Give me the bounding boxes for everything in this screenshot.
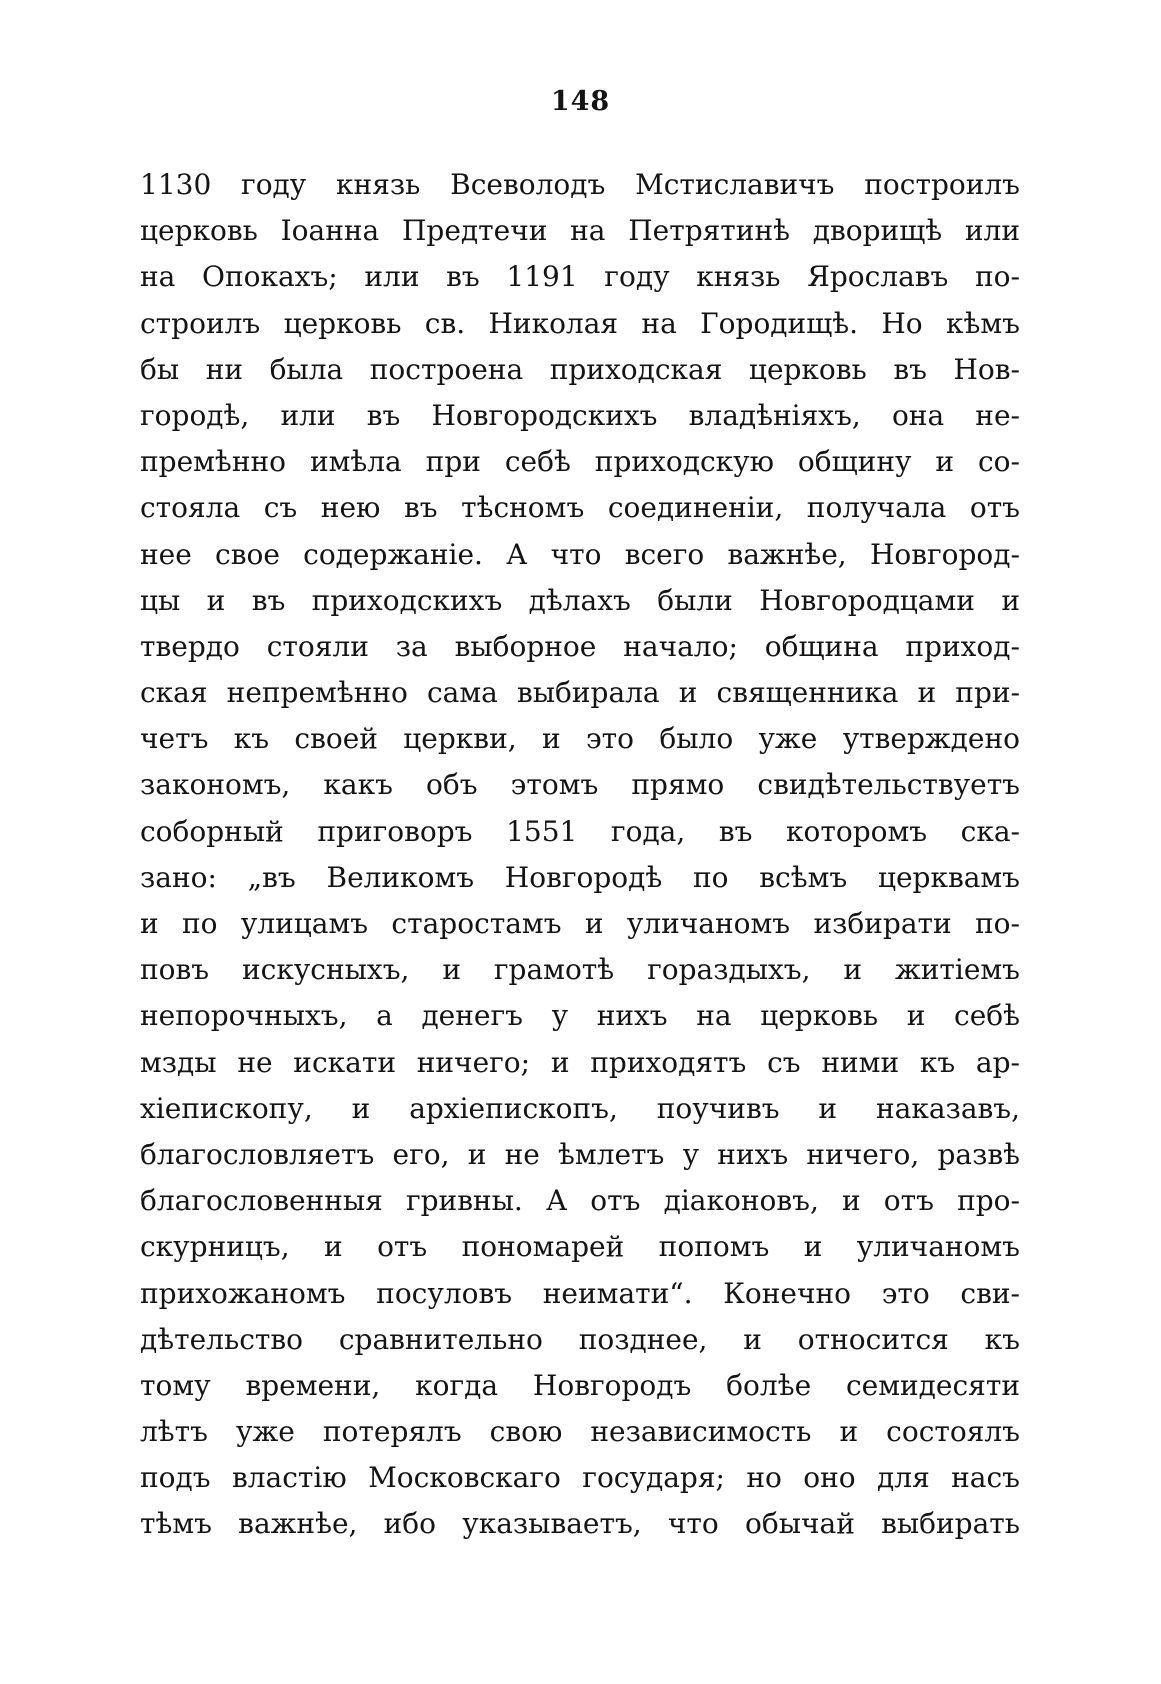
text-line: четъ къ своей церкви, и это было уже утверждено — [140, 722, 1020, 756]
text-line: стояла съ нею въ тѣсномъ соединеніи, получала отъ — [140, 491, 1020, 525]
text-line: городѣ, или въ Новгородскихъ владѣніяхъ, она не- — [140, 398, 1020, 432]
text-line: благословенныя гривны. А отъ діаконовъ, и отъ про- — [140, 1184, 1020, 1218]
text-line: повъ искусныхъ, и грамотѣ гораздыхъ, и житіемъ — [140, 953, 1020, 987]
text-line: церковь Іоанна Предтечи на Петрятинѣ дворищѣ или — [140, 214, 1020, 248]
page-number: 148 — [550, 86, 611, 117]
text-line: мзды не искати ничего; и приходятъ съ ними къ ар- — [140, 1045, 1020, 1079]
text-line: премѣнно имѣла при себѣ приходскую общину и со- — [140, 445, 1020, 479]
text-line: и по улицамъ старостамъ и уличаномъ избирати по- — [140, 907, 1020, 940]
text-line: зано: „въ Великомъ Новгородѣ по всѣмъ церквамъ — [140, 860, 1020, 894]
text-line: твердо стояли за выборное начало; община приход- — [140, 629, 1020, 663]
text-line: благословляетъ его, и не ѣмлетъ у нихъ ничего, развѣ — [140, 1137, 1020, 1171]
text-line: скурницъ, и отъ пономарей попомъ и уличаномъ — [140, 1230, 1020, 1264]
text-line: ская непремѣнно сама выбирала и священника и при- — [140, 676, 1020, 710]
text-line: дѣтельство сравнительно позднее, и относится къ — [140, 1322, 1020, 1356]
text-line: цы и въ приходскихъ дѣлахъ были Новгородцами и — [140, 583, 1020, 617]
text-line: бы ни была построена приходская церковь въ Нов- — [140, 352, 1020, 386]
text-line: строилъ церковь св. Николая на Городищѣ. Но кѣмъ — [140, 306, 1020, 340]
text-line: закономъ, какъ объ этомъ прямо свидѣтельствуетъ — [140, 768, 1020, 802]
text-line: 1130 году князь Всеволодъ Мстиславичъ построилъ — [140, 168, 1020, 201]
text-line: на Опокахъ; или въ 1191 году князь Ярославъ по- — [140, 260, 1020, 294]
text-line: соборный приговоръ 1551 года, въ которомъ ска- — [140, 814, 1020, 848]
text-line: хіепископу, и архіепископъ, поучивъ и наказавъ, — [140, 1091, 1020, 1125]
text-line: тѣмъ важнѣе, ибо указываетъ, что обычай выбирать — [140, 1507, 1020, 1541]
text-line: прихожаномъ посуловъ неимати“. Конечно это сви- — [140, 1276, 1020, 1310]
text-line: нее свое содержаніе. А что всего важнѣе, Новгород- — [140, 537, 1020, 571]
body-text — [140, 162, 1020, 1548]
text-line: подъ властію Московскаго государя; но оно для насъ — [140, 1461, 1020, 1495]
text-line: лѣтъ уже потерялъ свою независимость и состоялъ — [140, 1415, 1020, 1449]
text-line: непорочныхъ, а денегъ у нихъ на церковь и себѣ — [140, 999, 1020, 1033]
text-line: тому времени, когда Новгородъ болѣе семидесяти — [140, 1368, 1020, 1402]
